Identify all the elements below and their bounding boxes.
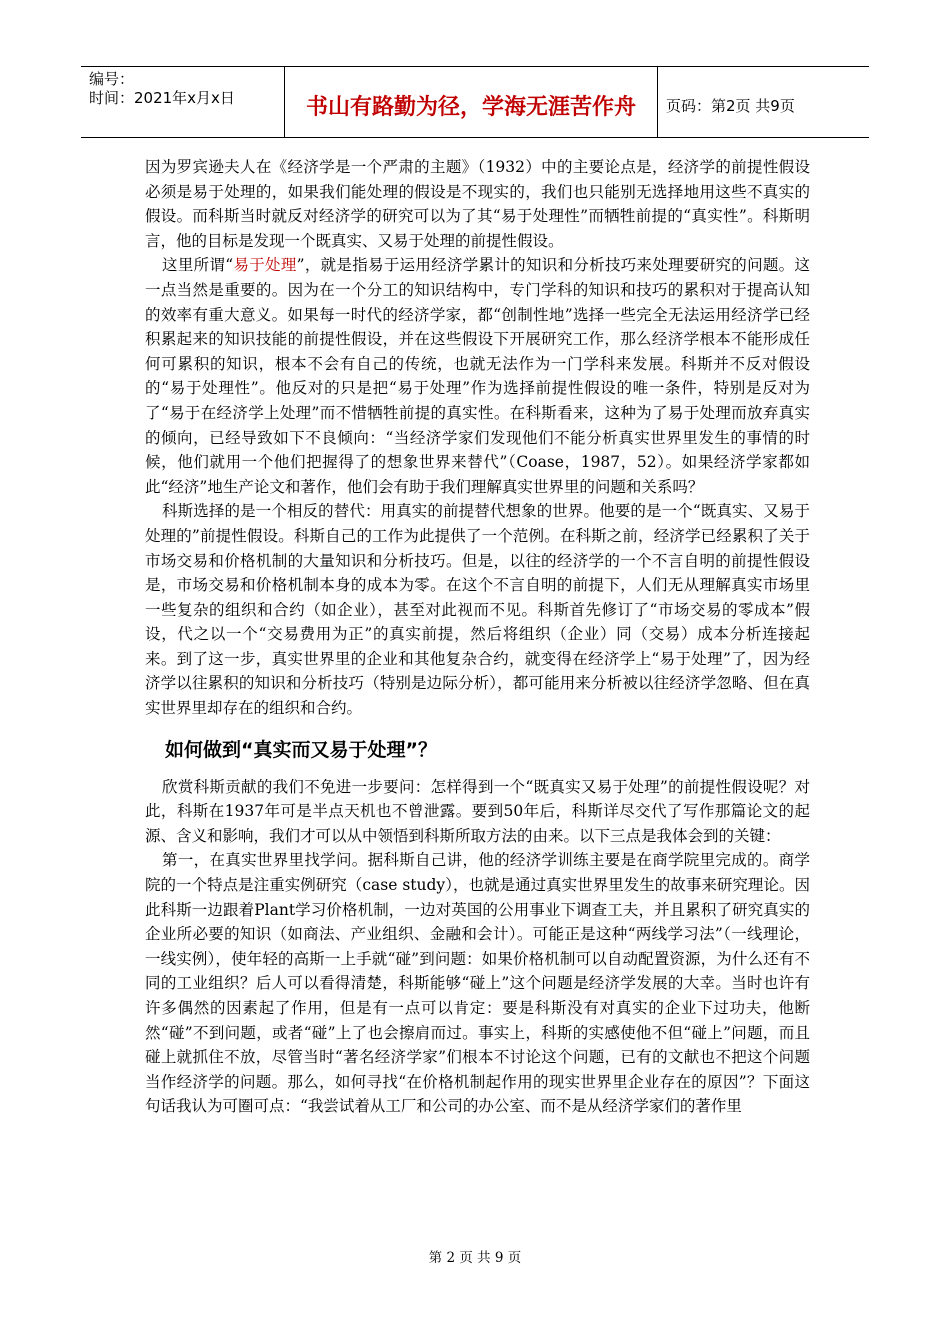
document-body [145, 155, 810, 1119]
header-motto: 书山有路勤为径，学海无涯苦作舟 [285, 67, 658, 137]
section-heading: 如何做到“真实而又易于处理”？ [165, 738, 437, 761]
highlighted-term: 易于处理 [233, 256, 297, 275]
paragraph-5: 第一，在真实世界里找学问。据科斯自己讲，他的经济学训练主要是在商学院里完成的。商学院的一个特点是注重实例研究（case study），也就是通过真实世界里发生的故事来研究理论。因此科斯一边跟着Plant学习价格机制，一边对英国的公用事业下调查工夫，并且累积了研究真实的企业所必要的知识（如商法、产业组织、金融和会计）。可能正是这种“两线学习法”（一线理论，一线实例），使年轻的高斯一上手就“碰”到问题：如果价格机制可以自动配置资源，为什么还有不同的工业组织？后人可以看得清楚，科斯能够“碰上”这个问题是经济学发展的大幸。当时也许有许多偶然的因素起了作用，但是有一点可以肯定：要是科斯没有对真实的企业下过功夫，他断然“碰”不到问题，或者“碰”上了也会擦肩而过。事实上，科斯的实感使他不但“碰上”问题，而且碰上就抓住不放，尽管当时“著名经济学家”们根本不讨论这个问题，已有的文献也不把这个问题当作经济学的问题。那么，如何寻找“在价格机制起作用的现实世界里企业存在的原因”？下面这句话我认为可圈可点：“我尝试着从工厂和公司的办公室、而不是从经济学家们的著作里 [145, 851, 810, 1116]
header-page-label: 页码：第2页 共9页 [666, 96, 795, 115]
header-meta-cell [81, 67, 285, 137]
paragraph-2-lead: 这里所谓“ [162, 256, 234, 275]
paragraph-3: 科斯选择的是一个相反的替代：用真实的前提替代想象的世界。他要的是一个“既真实、又易于处理的”前提性假设。科斯自己的工作为此提供了一个范例。在科斯之前，经济学已经累积了关于市场交易和价格机制的大量知识和分析技巧。但是，以往的经济学的一个不言自明的前提性假设是，市场交易和价格机制本身的成本为零。在这个不言自明的前提下，人们无从理解真实市场里一些复杂的组织和合约（如企业），甚至对此视而不见。科斯首先修订了“市场交易的零成本”假设，代之以一个“交易费用为正”的真实前提，然后将组织（企业）同（交易）成本分析连接起来。到了这一步，真实世界里的企业和其他复杂合约，就变得在经济学上“易于处理”了，因为经济学以往累积的知识和分析技巧（特别是边际分析），都可能用来分析被以往经济学忽略、但在真实世界里却存在的组织和合约。 [145, 502, 810, 718]
paragraph-4: 欣赏科斯贡献的我们不免进一步要问：怎样得到一个“既真实又易于处理”的前提性假设呢？对此，科斯在1937年可是半点天机也不曾泄露。要到50年后，科斯详尽交代了写作那篇论文的起源、含义和影响，我们才可以从中领悟到科斯所取方法的由来。以下三点是我体会到的关键： [145, 777, 810, 845]
header-table [81, 66, 869, 138]
paragraph-2 [145, 253, 810, 499]
paragraph-2-rest: ”，就是指易于运用经济学累计的知识和分析技巧来处理要研究的问题。这一点当然是重要的。因为在一个分工的知识结构中，专门学科的知识和技巧的累积对于提高认知的效率有重大意义。如果每一时代的经济学家，都“创制性地”选择一些完全无法运用经济学已经积累起来的知识技能的前提性假设，并在这些假设下开展研究工作，那么经济学根本不能形成任何可累积的知识，根本不会有自己的传统，也就无法作为一门学科来发展。科斯并不反对假设的“易于处理性”。他反对的只是把“易于处理”作为选择前提性假设的唯一条件，特别是反对为了“易于在经济学上处理”而不惜牺牲前提的真实性。在科斯看来，这种为了易于处理而放弃真实的倾向，已经导致如下不良倾向：“当经济学家们发现他们不能分析真实世界里发生的事情的时候，他们就用一个他们把握得了的想象世界来替代”（Coase，1987，52）。如果经济学家都如此“经济”地生产论文和著作，他们会有助于我们理解真实世界里的问题和关系吗？ [145, 256, 810, 496]
document-time-label: 时间：2021年x月x日 [89, 89, 235, 107]
page-footer: 第 2 页 共 9 页 [428, 1250, 522, 1266]
paragraph-1: 因为罗宾逊夫人在《经济学是一个严肃的主题》（1932）中的主要论点是，经济学的前提性假设必须是易于处理的，如果我们能处理的假设是不现实的，我们也只能别无选择地用这些不真实的假设。而科斯当时就反对经济学的研究可以为了其“易于处理性”而牺牲前提的“真实性”。科斯明言，他的目标是发现一个既真实、又易于处理的前提性假设。 [145, 158, 810, 250]
document-number-label: 编号： [89, 70, 135, 88]
